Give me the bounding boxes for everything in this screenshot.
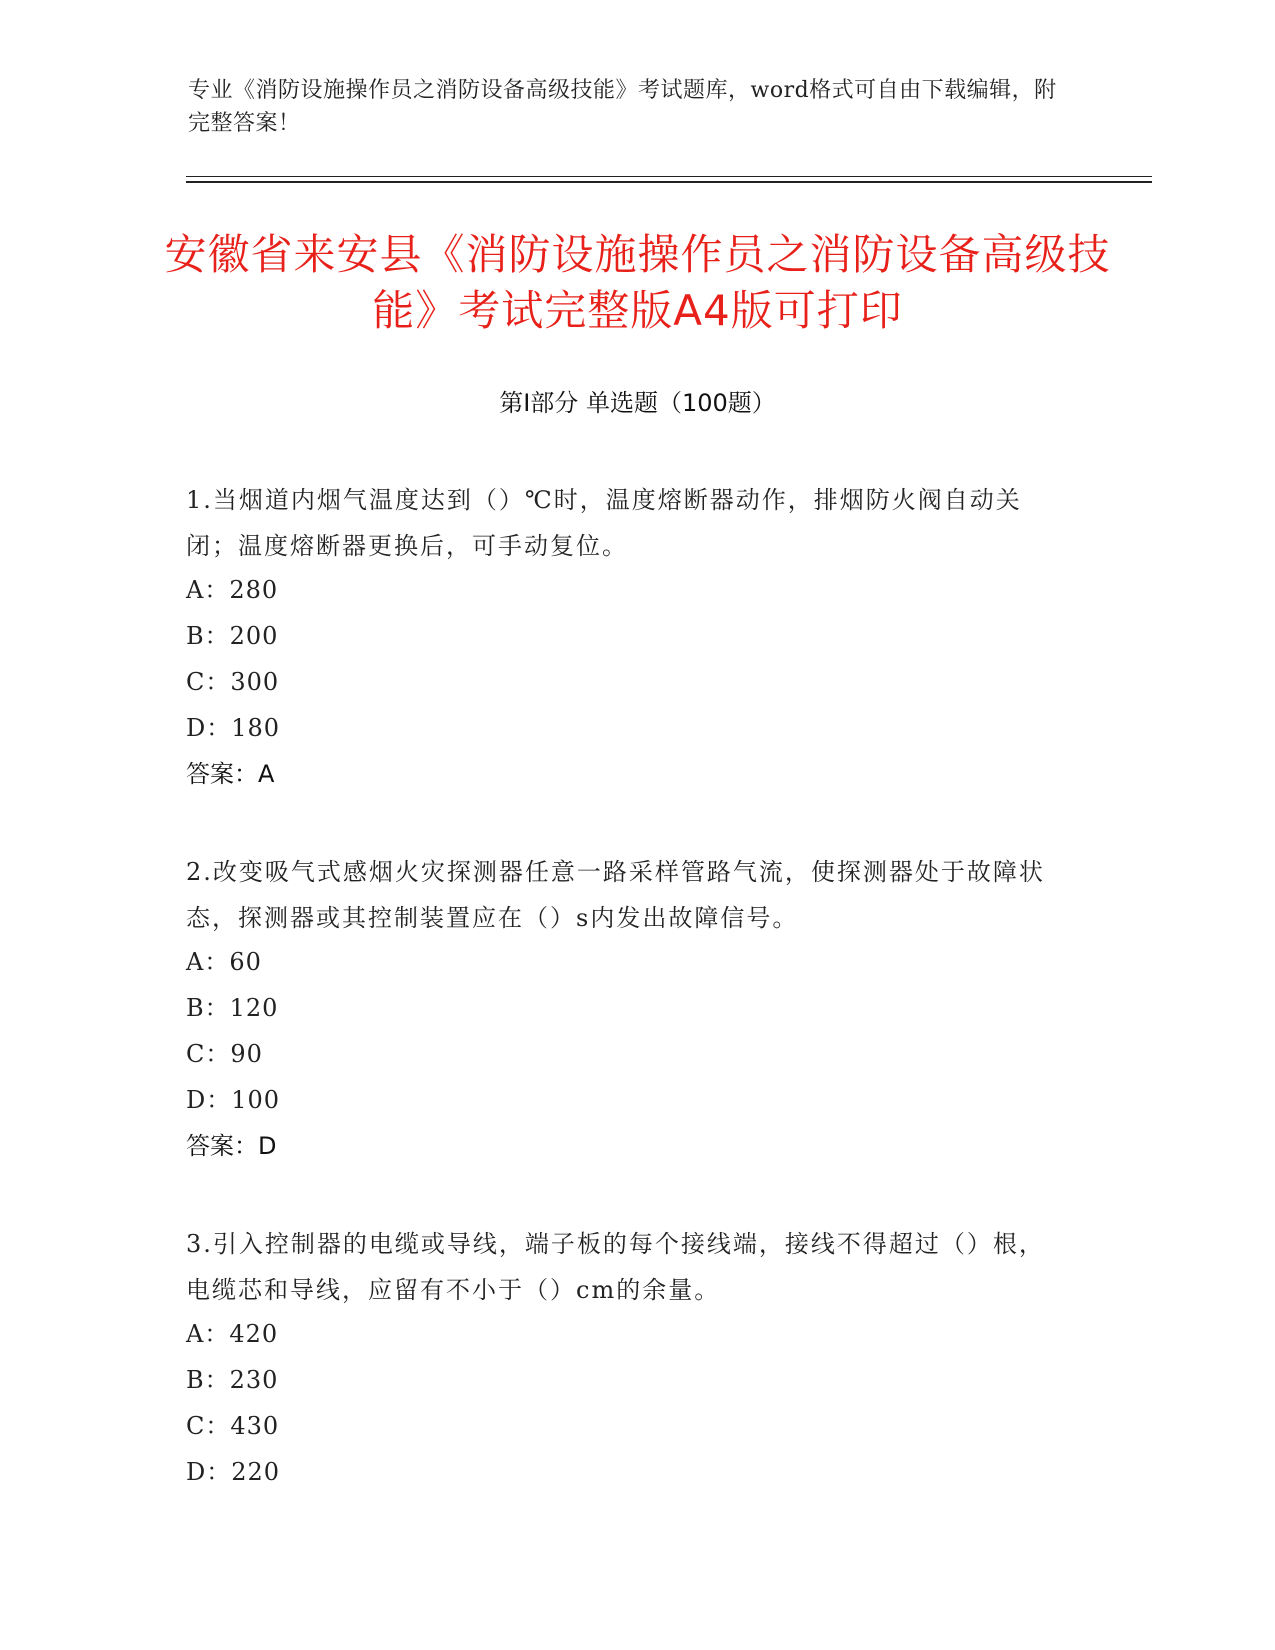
question-list <box>186 477 1066 1547</box>
option-b: B：230 <box>186 1366 279 1394</box>
header-divider-thick <box>186 181 1152 183</box>
option-c: C：430 <box>186 1412 280 1440</box>
question-item <box>186 1221 1066 1495</box>
option-b: B：120 <box>186 994 279 1022</box>
header-note: 专业《消防设施操作员之消防设备高级技能》考试题库，word格式可自由下载编辑，附完整答案！ <box>188 78 1057 136</box>
option-c: C：300 <box>186 668 280 696</box>
header-divider-thin <box>186 176 1152 177</box>
question-stem: 2.改变吸气式感烟火灾探测器任意一路采样管路气流，使探测器处于故障状态，探测器或其控制装置应在（）s内发出故障信号。 <box>186 858 1045 932</box>
question-stem: 1.当烟道内烟气温度达到（）℃时，温度熔断器动作，排烟防火阀自动关闭；温度熔断器更换后，可手动复位。 <box>186 486 1022 560</box>
option-a: A：60 <box>186 948 262 976</box>
question-item <box>186 849 1066 1169</box>
option-c: C：90 <box>186 1040 263 1068</box>
question-stem: 3.引入控制器的电缆或导线，端子板的每个接线端，接线不得超过（）根，电缆芯和导线，应留有不小于（）cm的余量。 <box>186 1230 1045 1304</box>
answer-line: 答案：A <box>186 760 275 788</box>
option-a: A：420 <box>186 1320 279 1348</box>
document-title: 安徽省来安县《消防设施操作员之消防设备高级技能》考试完整版A4版可打印 <box>164 230 1111 335</box>
option-d: D：180 <box>186 714 281 742</box>
option-b: B：200 <box>186 622 279 650</box>
option-a: A：280 <box>186 576 279 604</box>
section-title: 第I部分 单选题（100题） <box>499 389 776 417</box>
answer-line: 答案：D <box>186 1132 277 1160</box>
option-d: D：100 <box>186 1086 281 1114</box>
option-d: D：220 <box>186 1458 281 1486</box>
question-item <box>186 477 1066 797</box>
